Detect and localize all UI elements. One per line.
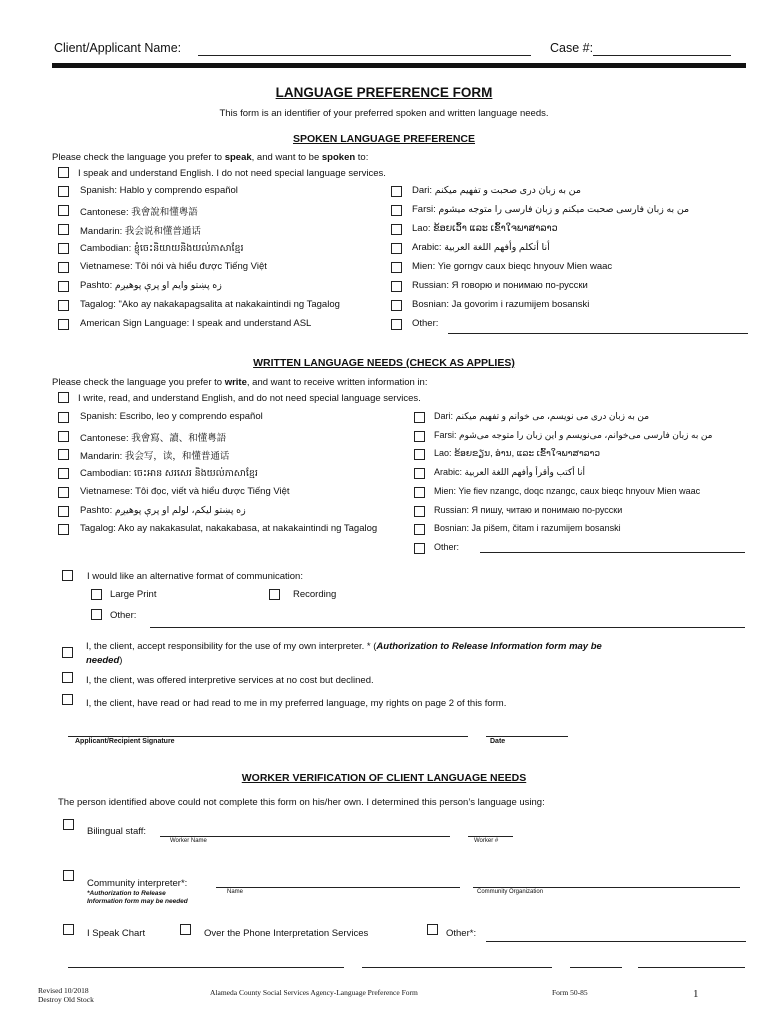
worker-other-checkbox[interactable] bbox=[427, 924, 438, 935]
recording-label: Recording bbox=[293, 589, 337, 600]
written-right-label-7: Other: bbox=[434, 541, 460, 552]
worker-name-caption: Worker Name bbox=[170, 838, 207, 844]
spoken-left-label-6: Tagalog: "Ako ay nakakapagsalita at nakakaintindi ng Tagalog bbox=[80, 299, 340, 310]
written-left-label-1: Cantonese: 我會寫、讀、和懂粵語 bbox=[80, 432, 227, 444]
own-interpreter-text: I, the client, accept responsibility for the use of my own interpreter. * (Authorization to Release Information form may be needed) bbox=[86, 641, 602, 666]
client-name-label: Client/Applicant Name: bbox=[54, 41, 182, 55]
written-right-label-1: Farsi: من به زبان فارسی می‌خوانم، می‌نویسم و این زبان را متوجه می‌شوم bbox=[434, 429, 713, 440]
bilingual-staff-label: Bilingual staff: bbox=[87, 826, 146, 837]
spoken-left-checkbox-7[interactable] bbox=[58, 319, 69, 330]
spoken-heading: SPOKEN LANGUAGE PREFERENCE bbox=[292, 133, 476, 145]
spoken-left-checkbox-3[interactable] bbox=[58, 243, 69, 254]
written-left-checkbox-2[interactable] bbox=[58, 449, 69, 460]
written-right-label-4: Mien: Yie fiev nzangc, doqc nzangc, caux bieqc hnyouv Mien waac bbox=[434, 485, 701, 496]
spoken-left-checkbox-4[interactable] bbox=[58, 262, 69, 273]
spoken-right-checkbox-0[interactable] bbox=[391, 186, 402, 197]
worker-other-field[interactable] bbox=[486, 941, 746, 942]
written-right-checkbox-1[interactable] bbox=[414, 431, 425, 442]
alt-format-label: I would like an alternative format of communication: bbox=[87, 571, 303, 582]
worker-line-4[interactable] bbox=[638, 967, 745, 968]
signature-field[interactable] bbox=[68, 736, 468, 737]
date-label: Date bbox=[490, 738, 506, 745]
spoken-english-checkbox[interactable] bbox=[58, 167, 69, 178]
form-title: LANGUAGE PREFERENCE FORM bbox=[275, 85, 493, 100]
footer-page-number: 1 bbox=[693, 988, 699, 1000]
spoken-right-label-1: Farsi: من به زبان فارسی صحبت میکنم و زبان فارسی را متوجه میشوم bbox=[412, 204, 690, 215]
worker-intro: The person identified above could not complete this form on his/her own. I determined this person’s language using: bbox=[58, 797, 545, 808]
written-english-label: I write, read, and understand English, and do not need special language services. bbox=[78, 393, 421, 404]
spoken-left-label-0: Spanish: Hablo y comprendo español bbox=[80, 185, 238, 196]
worker-number-caption: Worker # bbox=[474, 838, 499, 844]
written-left-checkbox-0[interactable] bbox=[58, 412, 69, 423]
spoken-left-checkbox-0[interactable] bbox=[58, 186, 69, 197]
community-interpreter-label: Community interpreter*: bbox=[87, 878, 188, 889]
spoken-left-checkbox-6[interactable] bbox=[58, 300, 69, 311]
written-left-checkbox-4[interactable] bbox=[58, 487, 69, 498]
written-left-label-4: Vietnamese: Tôi đọc, viết và hiểu được Tiếng Việt bbox=[80, 485, 290, 497]
interpreter-name-caption: Name bbox=[227, 889, 244, 895]
worker-name-field[interactable] bbox=[160, 836, 450, 837]
written-right-checkbox-5[interactable] bbox=[414, 506, 425, 517]
recording-checkbox[interactable] bbox=[269, 589, 280, 600]
alt-other-checkbox[interactable] bbox=[91, 609, 102, 620]
written-heading: WRITTEN LANGUAGE NEEDS (CHECK AS APPLIES) bbox=[253, 357, 515, 369]
written-right-checkbox-2[interactable] bbox=[414, 449, 425, 460]
written-left-label-3: Cambodian: ចេះអាន សរសេរ និងយល់ភាសាខ្មែរ bbox=[80, 468, 258, 480]
declined-checkbox[interactable] bbox=[62, 672, 73, 683]
spoken-right-checkbox-4[interactable] bbox=[391, 262, 402, 273]
large-print-label: Large Print bbox=[110, 589, 157, 600]
worker-signature-line[interactable] bbox=[68, 967, 344, 968]
own-interpreter-checkbox[interactable] bbox=[62, 647, 73, 658]
written-prompt: Please check the language you prefer to write, and want to receive written information in: bbox=[52, 377, 428, 388]
written-left-label-0: Spanish: Escribo, leo y comprendo español bbox=[80, 411, 263, 422]
spoken-left-checkbox-1[interactable] bbox=[58, 205, 69, 216]
phone-interpretation-checkbox[interactable] bbox=[180, 924, 191, 935]
spoken-right-checkbox-3[interactable] bbox=[391, 243, 402, 254]
written-right-label-0: Dari: من به زبان دری می نویسم، می خوانم و تفهیم میکنم bbox=[434, 411, 650, 421]
signature-label: Applicant/Recipient Signature bbox=[75, 738, 175, 745]
spoken-other-field[interactable] bbox=[448, 333, 748, 334]
community-interpreter-checkbox[interactable] bbox=[63, 870, 74, 881]
written-left-checkbox-1[interactable] bbox=[58, 431, 69, 442]
interpreter-name-field[interactable] bbox=[216, 887, 460, 888]
worker-heading: WORKER VERIFICATION OF CLIENT LANGUAGE NEEDS bbox=[241, 772, 527, 784]
worker-number-field[interactable] bbox=[468, 836, 513, 837]
spoken-right-checkbox-5[interactable] bbox=[391, 281, 402, 292]
written-left-label-5: Pashto: زه پښتو ليکم، لولم او پرې پوهيږم bbox=[80, 504, 246, 516]
case-number-field[interactable] bbox=[593, 55, 731, 56]
large-print-checkbox[interactable] bbox=[91, 589, 102, 600]
spoken-right-checkbox-1[interactable] bbox=[391, 205, 402, 216]
spoken-right-checkbox-7[interactable] bbox=[391, 319, 402, 330]
written-right-label-2: Lao: ຂ້ອຍຂຽນ, ອ່ານ, ແລະ ເຂົ້າໃຈພາສາລາວ bbox=[434, 448, 601, 459]
spoken-left-label-5: Pashto: زه پښتو وايم او پرې پوهيږم bbox=[80, 280, 222, 291]
auth-note-line2: Information form may be needed bbox=[87, 898, 188, 905]
case-number-label: Case #: bbox=[550, 41, 594, 55]
spoken-left-label-7: American Sign Language: I speak and understand ASL bbox=[80, 318, 312, 329]
spoken-right-label-0: Dari: من به زبان دری صحبت و تفهیم میکنم bbox=[412, 185, 581, 196]
worker-line-2[interactable] bbox=[362, 967, 552, 968]
written-right-checkbox-4[interactable] bbox=[414, 487, 425, 498]
written-left-checkbox-6[interactable] bbox=[58, 524, 69, 535]
alt-other-field[interactable] bbox=[150, 627, 745, 628]
client-name-field[interactable] bbox=[198, 55, 531, 56]
spoken-left-label-1: Cantonese: 我會說和懂粵語 bbox=[80, 207, 198, 218]
written-other-field[interactable] bbox=[480, 552, 745, 553]
date-field[interactable] bbox=[486, 736, 568, 737]
spoken-left-label-4: Vietnamese: Tôi nói và hiểu được Tiếng Việt bbox=[80, 261, 267, 272]
written-right-label-5: Russian: Я пишу, читаю и понимаю по-русски bbox=[434, 504, 623, 515]
spoken-prompt: Please check the language you prefer to speak, and want to be spoken to: bbox=[52, 152, 369, 163]
footer-form-number: Form 50-85 bbox=[552, 988, 588, 997]
written-left-checkbox-3[interactable] bbox=[58, 468, 69, 479]
form-subtitle: This form is an identifier of your preferred spoken and written language needs. bbox=[219, 108, 549, 119]
spoken-right-checkbox-6[interactable] bbox=[391, 300, 402, 311]
written-right-label-6: Bosnian: Ja pišem, čitam i razumijem bosanski bbox=[434, 523, 621, 534]
spoken-english-label: I speak and understand English. I do not need special language services. bbox=[78, 168, 386, 179]
footer-destroy: Destroy Old Stock bbox=[38, 995, 94, 1004]
spoken-right-label-6: Bosnian: Ja govorim i razumijem bosanski bbox=[412, 299, 590, 310]
alt-format-checkbox[interactable] bbox=[62, 570, 73, 581]
footer-agency: Alameda County Social Services Agency-Language Preference Form bbox=[210, 988, 418, 997]
spoken-left-label-3: Cambodian: ខ្ញុំចេះនិយាយនិងយល់ភាសាខ្មែរ bbox=[80, 243, 244, 254]
spoken-right-label-4: Mien: Yie gorngv caux bieqc hnyouv Mien waac bbox=[412, 261, 613, 272]
spoken-left-checkbox-5[interactable] bbox=[58, 281, 69, 292]
spoken-right-label-5: Russian: Я говорю и понимаю по-русски bbox=[412, 280, 588, 291]
community-org-caption: Community Organization bbox=[477, 889, 544, 895]
spoken-left-checkbox-2[interactable] bbox=[58, 224, 69, 235]
rights-checkbox[interactable] bbox=[62, 694, 73, 705]
written-right-label-3: Arabic: أنا أكتب وأقرأ وأفهم اللغة العربية bbox=[434, 467, 585, 478]
spoken-right-label-7: Other: bbox=[412, 318, 439, 329]
written-right-checkbox-0[interactable] bbox=[414, 412, 425, 423]
i-speak-chart-label: I Speak Chart bbox=[87, 928, 146, 939]
spoken-left-label-2: Mandarin: 我会说和懂普通话 bbox=[80, 226, 201, 237]
spoken-right-label-2: Lao: ຂ້ອຍເວົ້າ ແລະ ເຂົ້າໃຈພາສາລາວ bbox=[412, 223, 558, 234]
alt-other-label: Other: bbox=[110, 610, 137, 621]
auth-note-line1: *Authorization to Release bbox=[87, 890, 166, 897]
written-left-label-2: Mandarin: 我会写，读，和懂普通话 bbox=[80, 451, 230, 463]
declined-text: I, the client, was offered interpretive services at no cost but declined. bbox=[86, 675, 374, 686]
footer-revised: Revised 10/2018 bbox=[38, 986, 89, 995]
written-right-checkbox-7[interactable] bbox=[414, 543, 425, 554]
spoken-right-label-3: Arabic: أنا أتكلم وأفهم اللغة العربية bbox=[412, 242, 550, 253]
worker-line-3[interactable] bbox=[570, 967, 622, 968]
rights-text: I, the client, have read or had read to me in my preferred language, my rights on page 2 of this form. bbox=[86, 698, 507, 709]
community-org-field[interactable] bbox=[473, 887, 740, 888]
header-divider bbox=[52, 63, 746, 68]
i-speak-chart-checkbox[interactable] bbox=[63, 924, 74, 935]
written-left-label-6: Tagalog: Ako ay nakakasulat, nakakabasa, at nakakaintindi ng Tagalog bbox=[80, 523, 378, 535]
written-right-checkbox-3[interactable] bbox=[414, 468, 425, 479]
bilingual-staff-checkbox[interactable] bbox=[63, 819, 74, 830]
written-right-checkbox-6[interactable] bbox=[414, 524, 425, 535]
written-left-checkbox-5[interactable] bbox=[58, 506, 69, 517]
worker-other-label: Other*: bbox=[446, 928, 477, 939]
phone-interpretation-label: Over the Phone Interpretation Services bbox=[204, 928, 369, 939]
spoken-right-checkbox-2[interactable] bbox=[391, 224, 402, 235]
written-english-checkbox[interactable] bbox=[58, 392, 69, 403]
